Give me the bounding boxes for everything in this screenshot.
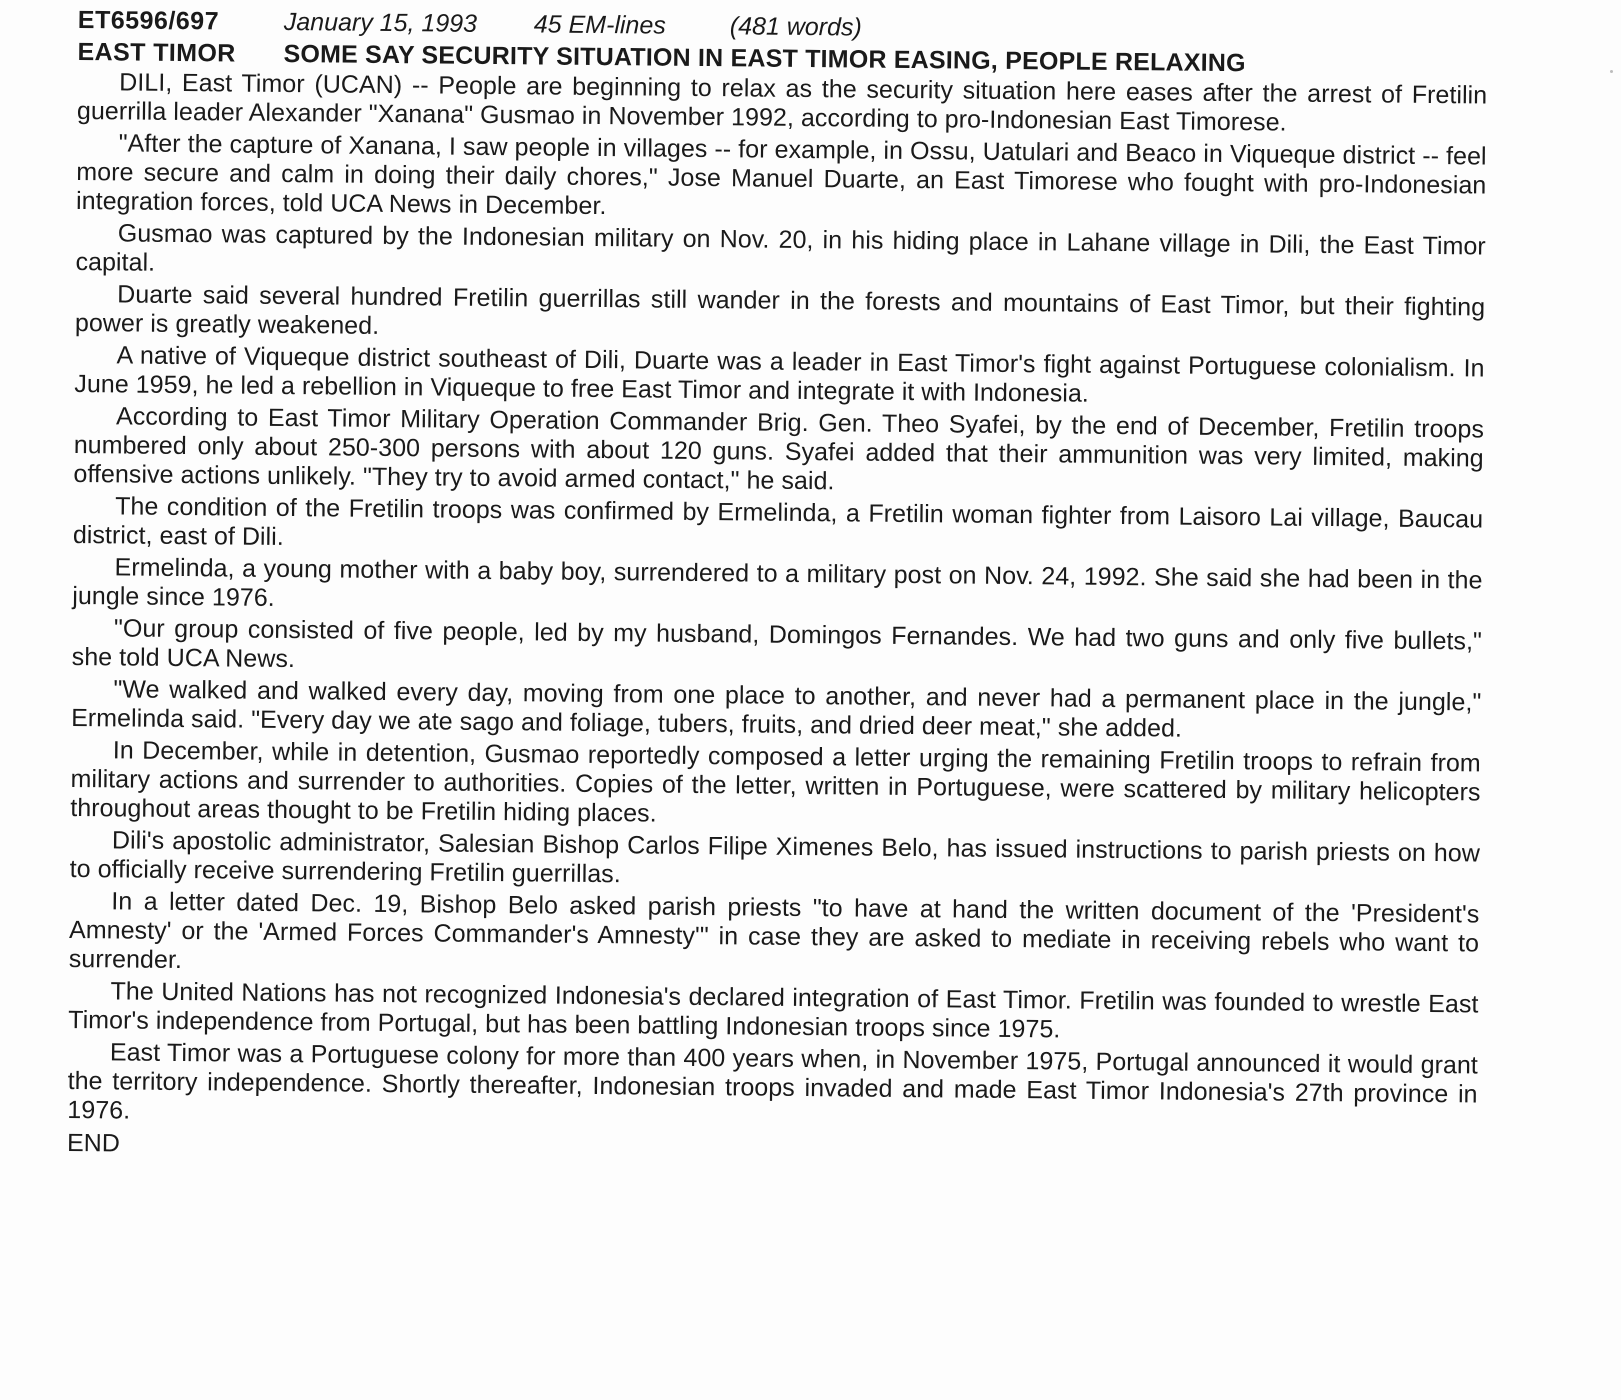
article-body xyxy=(67,68,1487,1171)
paragraph: The United Nations has not recognized Indonesia's declared integration of East Timor. Fretilin was founded to wrestle East Timor's independence from Portugal, but has been battling Indonesian troops since 1975. xyxy=(68,977,1479,1044)
paragraph: A native of Viqueque district southeast of Dili, Duarte was a leader in East Timor's fight against Portuguese colonialism. In June 1959, he led a rebellion in Viqueque to free East Timor and integrate it with Indonesia. xyxy=(74,341,1485,408)
scan-speck xyxy=(1610,70,1613,73)
paragraph: In a letter dated Dec. 19, Bishop Belo asked parish priests "to have at hand the written document of the 'President's Amnesty' or the 'Armed Forces Commander's Amnesty'" in case they are asked to mediate in receiving rebels who want to surrender. xyxy=(68,887,1480,975)
dispatch-code: ET6596/697 xyxy=(77,5,220,36)
headline: SOME SAY SECURITY SITUATION IN EAST TIMOR EASING, PEOPLE RELAXING xyxy=(283,39,1246,78)
dispatch-line-count: 45 EM-lines xyxy=(533,10,666,40)
news-dispatch xyxy=(67,4,1488,1171)
paragraph: "We walked and walked every day, moving from one place to another, and never had a permanent place in the jungle," Ermelinda said. "Every day we ate sago and foliage, tubers, fruits, and dried deer meat," she added. xyxy=(71,675,1482,743)
paragraph: Duarte said several hundred Fretilin guerrillas still wander in the forests and mountains of East Timor, but their fighting power is greatly weakened. xyxy=(74,280,1486,340)
paragraph: "Our group consisted of five people, led by my husband, Domingos Fernandes. We had two guns and only five bullets," she told UCA News. xyxy=(71,614,1483,674)
paragraph: "After the capture of Xanana, I saw people in villages -- for example, in Ossu, Uatulari and Beaco in Viqueque district -- feel more secure and calm in doing their daily chores," Jose Manuel Duarte, an East Timorese who fought with pro-Indonesian integration forces, told UCA News in December. xyxy=(75,129,1487,221)
paragraph: Gusmao was captured by the Indonesian military on Nov. 20, in his hiding place in Lahane village in Dili, the East Timor capital. xyxy=(75,219,1486,277)
paragraph: Dili's apostolic administrator, Salesian Bishop Carlos Filipe Ximenes Belo, has issued instructions to parish priests on how to officially receive surrendering Fretilin guerrillas. xyxy=(69,826,1481,889)
dispatch-word-count: (481 words) xyxy=(729,12,862,42)
paragraph: According to East Timor Military Operation Commander Brig. Gen. Theo Syafei, by the end of December, Fretilin troops numbered only about 250-300 persons with about 120 guns. Syafei added that their ammunition was very limited, making offensive actions unlikely. "They try to avoid armed contact," he said. xyxy=(73,402,1485,496)
dispatch-date: January 15, 1993 xyxy=(283,7,478,38)
paragraph: Ermelinda, a young mother with a baby boy, surrendered to a military post on Nov. 24, 1992. She said she had been in the jungle since 1976. xyxy=(72,553,1483,612)
paragraph: DILI, East Timor (UCAN) -- People are beginning to relax as the security situation here eases after the arrest of Fretilin guerrilla leader Alexander "Xanana" Gusmao in November 1992, according to pro-Indonesian East Timorese. xyxy=(76,68,1488,137)
end-mark: END xyxy=(66,1128,120,1158)
paragraph: East Timor was a Portuguese colony for more than 400 years when, in November 1975, Portugal announced it would grant the territory independence. Shortly thereafter, Indonesian troops invaded and made East Timor Indonesia's 27th province in 1976. xyxy=(67,1038,1479,1125)
paragraph: In December, while in detention, Gusmao reportedly composed a letter urging the remaining Fretilin troops to refrain from military actions and surrender to authorities. Copies of the letter, written in Portuguese, were scattered by military helicopters throughout areas thought to be Fretilin hiding places. xyxy=(70,736,1481,828)
dispatch-slug: EAST TIMOR xyxy=(77,37,236,68)
paragraph: The condition of the Fretilin troops was confirmed by Ermelinda, a Fretilin woman fighter from Laisoro Lai village, Baucau district, east of Dili. xyxy=(72,492,1484,551)
